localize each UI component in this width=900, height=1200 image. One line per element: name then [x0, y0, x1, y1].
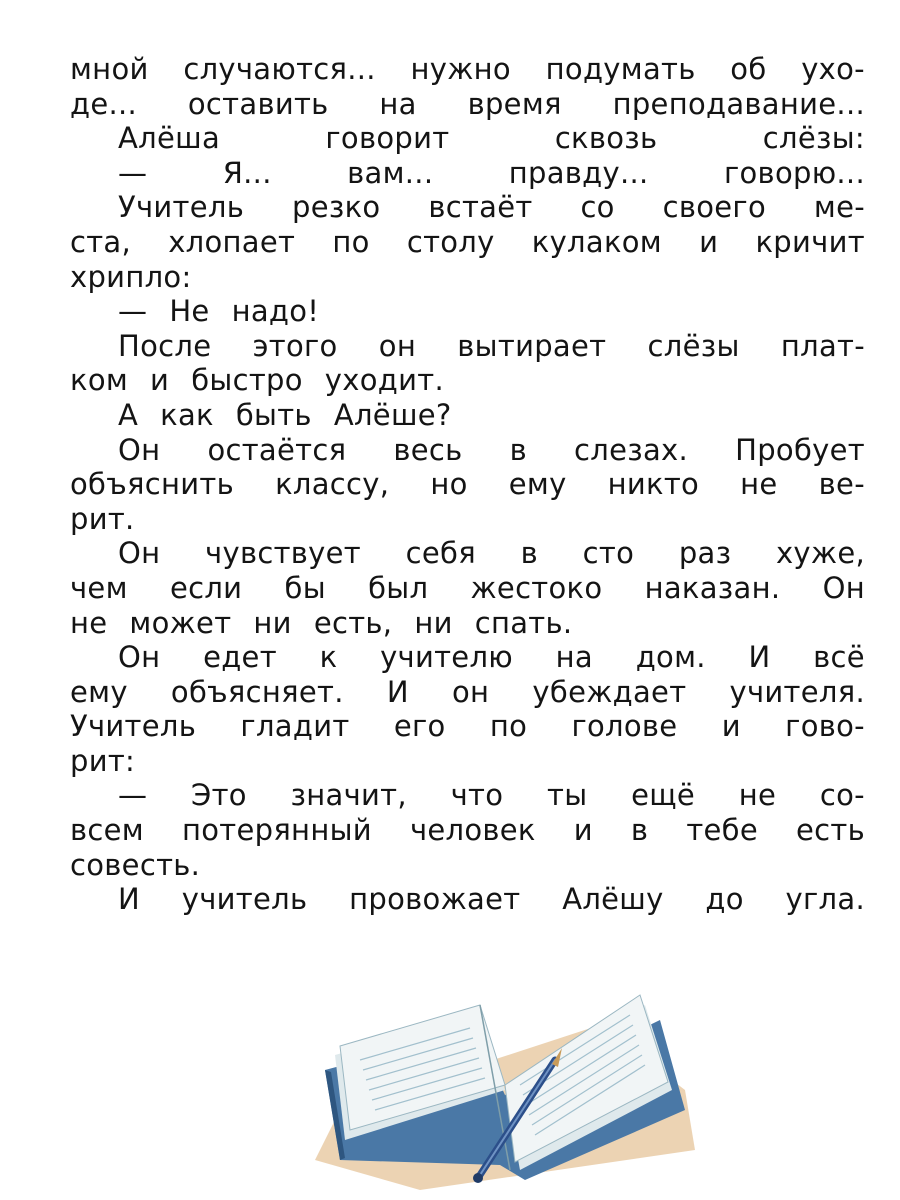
word: оставить: [187, 86, 329, 121]
word: Я...: [222, 155, 272, 190]
text-line: [70, 398, 865, 433]
word: —: [118, 294, 148, 329]
word: сквозь: [554, 121, 658, 156]
word: ещё: [631, 778, 696, 813]
text-line: [70, 502, 865, 537]
word: есть: [795, 813, 865, 848]
word: ком: [70, 363, 129, 398]
word: преподавание...: [612, 86, 865, 121]
text-line: [70, 709, 865, 744]
text-line: [70, 536, 865, 571]
word: своего: [662, 190, 767, 225]
word: ве-: [818, 467, 865, 502]
word: и: [721, 709, 741, 744]
word: быстро: [191, 363, 303, 398]
word: А: [118, 397, 139, 432]
word: наказан.: [644, 570, 781, 605]
word: де...: [70, 86, 138, 121]
word: столу: [406, 224, 495, 259]
text-line: [70, 190, 865, 225]
word: на: [379, 86, 417, 121]
word: —: [118, 778, 148, 813]
text-line: [70, 606, 865, 641]
word: жестоко: [470, 570, 603, 605]
word: Не: [169, 294, 210, 329]
word: случаются...: [183, 52, 376, 86]
text-line: [70, 778, 865, 813]
word: гладит: [240, 709, 350, 744]
word: слёзы: [647, 328, 740, 363]
text-line: [70, 329, 865, 364]
word: и: [573, 813, 593, 848]
word: на: [555, 640, 594, 675]
word: по: [332, 224, 370, 259]
word: он: [452, 674, 490, 709]
text-line: [70, 87, 865, 122]
word: в: [630, 813, 649, 848]
word: классу,: [275, 467, 390, 502]
text-line: [70, 294, 865, 329]
word: может: [129, 605, 232, 640]
word: ста,: [70, 224, 132, 259]
word: что: [450, 778, 504, 813]
word: Алёшу: [562, 882, 664, 917]
word: кричит: [755, 224, 865, 259]
word: дом.: [635, 640, 706, 675]
word: он: [378, 328, 417, 363]
text-line: [70, 260, 865, 295]
word: весь: [393, 432, 463, 467]
word: ухо-: [801, 52, 865, 86]
word: учитель: [181, 882, 308, 917]
word: И: [118, 882, 140, 917]
word: себя: [405, 536, 476, 571]
word: человек: [409, 813, 536, 848]
word: И: [748, 640, 771, 675]
word: сто: [582, 536, 635, 571]
word: объясняет.: [170, 674, 344, 709]
text-line: [70, 467, 865, 502]
word: Он: [118, 536, 161, 571]
word: вытирает: [457, 328, 607, 363]
word: есть,: [313, 605, 393, 640]
word: ме-: [813, 190, 865, 225]
word: Пробует: [735, 432, 865, 467]
word: если: [169, 570, 243, 605]
word: едет: [203, 640, 277, 675]
word: надо!: [231, 294, 320, 329]
word: хлопает: [168, 224, 296, 259]
word: —: [118, 155, 148, 190]
word: всем: [70, 813, 144, 848]
word: И: [386, 674, 409, 709]
word: раз: [678, 536, 732, 571]
word: всё: [813, 640, 865, 675]
word: быть: [235, 397, 312, 432]
word: как: [160, 397, 214, 432]
word: со-: [819, 778, 865, 813]
text-line: [70, 882, 865, 917]
word: ему: [508, 467, 567, 502]
word: кулаком: [531, 224, 662, 259]
word: хуже,: [775, 536, 865, 571]
text-line: [70, 571, 865, 606]
text-line: [70, 675, 865, 710]
word: учителя.: [729, 674, 865, 709]
word: слезах.: [574, 432, 689, 467]
word: встаёт: [428, 190, 533, 225]
word: правду...: [508, 155, 649, 190]
word: ты: [547, 778, 588, 813]
word: ни: [253, 605, 292, 640]
word: никто: [607, 467, 700, 502]
word: не: [740, 467, 778, 502]
word: спать.: [474, 605, 573, 640]
text-line: [70, 744, 865, 779]
text-line: [70, 225, 865, 260]
word: рит.: [70, 501, 135, 536]
word: в: [509, 432, 527, 467]
word: ни: [414, 605, 453, 640]
word: говорит: [325, 121, 450, 156]
word: слёзы:: [762, 121, 865, 156]
word: Учитель: [70, 709, 197, 744]
word: в: [520, 536, 539, 571]
word: провожает: [349, 882, 521, 917]
word: хрипло:: [70, 259, 192, 294]
word: угла.: [785, 882, 865, 917]
word: к: [319, 640, 338, 675]
word: но: [430, 467, 468, 502]
word: учителю: [380, 640, 513, 675]
word: бы: [284, 570, 326, 605]
word: не: [70, 605, 108, 640]
word: мной: [70, 52, 149, 86]
text-line: [70, 121, 865, 156]
word: гово-: [785, 709, 865, 744]
story-text: [70, 52, 865, 917]
word: говорю...: [723, 155, 865, 190]
word: потерянный: [181, 813, 372, 848]
word: плат-: [780, 328, 865, 363]
word: чем: [70, 570, 128, 605]
word: уходит.: [324, 363, 444, 398]
word: Он: [822, 570, 865, 605]
word: голове: [571, 709, 678, 744]
word: тебе: [686, 813, 758, 848]
text-line: [70, 363, 865, 398]
word: Учитель: [118, 190, 245, 225]
word: совесть.: [70, 847, 201, 882]
word: и: [150, 363, 170, 398]
word: чувствует: [205, 536, 361, 571]
word: его: [393, 709, 446, 744]
word: об: [730, 52, 767, 86]
word: был: [368, 570, 429, 605]
word: рит:: [70, 743, 136, 778]
text-line: [70, 640, 865, 675]
word: Алёша: [118, 121, 221, 156]
word: убеждает: [532, 674, 687, 709]
text-line: [70, 156, 865, 191]
word: После: [118, 328, 212, 363]
word: до: [705, 882, 744, 917]
word: и: [699, 224, 719, 259]
word: Это: [191, 778, 247, 813]
word: со: [580, 190, 615, 225]
text-line: [70, 52, 865, 87]
word: нужно: [410, 52, 511, 86]
word: значит,: [290, 778, 407, 813]
word: вам...: [347, 155, 434, 190]
word: ему: [70, 674, 128, 709]
word: Он: [118, 640, 161, 675]
open-book-with-pen-icon: [300, 960, 700, 1190]
word: этого: [252, 328, 338, 363]
word: остаётся: [207, 432, 347, 467]
word: резко: [292, 190, 381, 225]
word: не: [738, 778, 777, 813]
word: подумать: [545, 52, 696, 86]
word: объяснить: [70, 467, 234, 502]
word: Алёше?: [333, 397, 452, 432]
word: по: [489, 709, 528, 744]
text-line: [70, 848, 865, 883]
text-line: [70, 813, 865, 848]
word: время: [467, 86, 562, 121]
word: Он: [118, 432, 161, 467]
text-line: [70, 433, 865, 468]
